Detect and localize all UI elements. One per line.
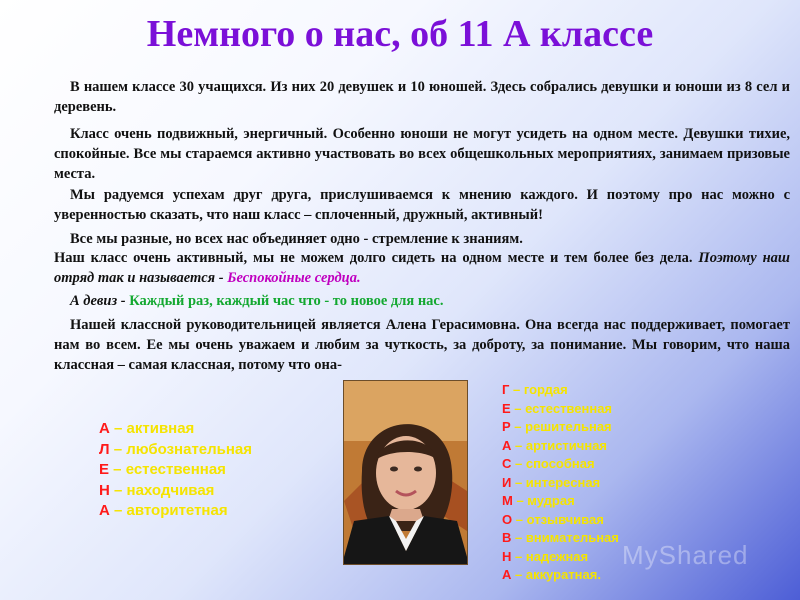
teacher-portrait-illustration <box>344 381 467 564</box>
acrostic-letter: М <box>502 493 513 508</box>
acrostic-word: – естественная <box>109 461 226 478</box>
acrostic-row <box>502 474 619 493</box>
watermark: MyShared <box>622 540 749 570</box>
acrostic-word: – гордая <box>509 382 568 397</box>
acrostic-letter: Р <box>502 419 511 434</box>
acrostic-letter: Е <box>99 461 110 478</box>
acrostic-letter: Н <box>502 548 512 564</box>
acrostic-word: – аккуратная. <box>511 567 601 582</box>
paragraph-class-team <box>54 248 790 288</box>
acrostic-word: – любознательная <box>109 440 253 458</box>
motto-label: А девиз - <box>70 293 126 309</box>
acrostic-row <box>502 548 619 567</box>
acrostic-letter: С <box>502 456 512 471</box>
acrostic-word: – активная <box>109 420 195 437</box>
acrostic-letter: Н <box>99 481 110 499</box>
acrostic-row <box>502 418 619 437</box>
acrostic-alena <box>99 419 252 522</box>
acrostic-letter: Г <box>502 382 510 397</box>
acrostic-letter: А <box>99 502 110 519</box>
acrostic-row <box>502 529 619 548</box>
acrostic-word: – естественная <box>510 400 613 416</box>
paragraph-class-energy: Класс очень подвижный, энергичный. Особенно юноши не могут усидеть на одном месте. Девушки тихие, спокойные. Все мы стараемся активно участвовать во всех общешкольных мероприятиях, занимаем призовые места. <box>54 126 790 182</box>
acrostic-word: – решительная <box>510 419 612 434</box>
team-description: Наш класс очень активный, мы не можем долго сидеть на одном месте и тем более без дела. <box>54 250 693 266</box>
acrostic-letter: О <box>502 511 513 527</box>
paragraph-motto <box>54 291 790 311</box>
acrostic-word: – интересная <box>511 474 601 490</box>
page-title: Немного о нас, об 11 А классе <box>146 13 654 55</box>
acrostic-letter: Л <box>99 440 110 458</box>
acrostic-letter: А <box>99 420 110 437</box>
acrostic-row <box>99 460 252 481</box>
acrostic-row <box>502 511 619 530</box>
acrostic-row <box>502 381 619 400</box>
acrostic-word: – находчивая <box>109 481 215 499</box>
acrostic-row <box>99 419 252 440</box>
acrostic-letter: Е <box>502 400 511 416</box>
acrostic-letter: А <box>502 567 512 582</box>
acrostic-row <box>502 400 619 419</box>
team-name: Беспокойные сердца. <box>227 270 361 286</box>
acrostic-word: – артистичная <box>511 437 608 453</box>
paragraph-class-unity: Мы радуемся успехам друг друга, прислушиваемся к мнению каждого. И поэтому про нас можно с уверенностью сказать, что наш класс – сплоченный, дружный, активный! <box>54 187 790 223</box>
acrostic-word: – надежная <box>511 548 589 564</box>
acrostic-row <box>99 481 252 502</box>
acrostic-gerasimovna <box>502 381 619 585</box>
acrostic-letter: И <box>502 474 512 490</box>
teacher-photo <box>343 380 468 565</box>
acrostic-word: – авторитетная <box>109 502 228 519</box>
acrostic-letter: В <box>502 530 512 545</box>
acrostic-word: – способная <box>511 456 595 471</box>
acrostic-word: – отзывчивая <box>512 511 604 527</box>
acrostic-letter: А <box>502 437 512 453</box>
paragraph-class-learning: Все мы разные, но всех нас объединяет одно - стремление к знаниям. <box>70 231 523 247</box>
motto-text: Каждый раз, каждый час что - то новое для нас. <box>129 293 444 309</box>
paragraph-teacher: Нашей классной руководительницей является Алена Герасимовна. Она всегда нас поддерживает, помогает нам во всем. Ее мы очень уважаем и любим за чуткость, за доброту, за понимание. Мы говорим, что наша классная – самая классная, потому что она- <box>54 317 790 373</box>
team-name-intro: Поэтому наш отряд так и называется - <box>54 250 790 286</box>
acrostic-row <box>502 455 619 474</box>
acrostic-word: – мудрая <box>512 493 575 508</box>
acrostic-row <box>502 437 619 456</box>
acrostic-row <box>502 492 619 511</box>
acrostic-row <box>99 440 252 461</box>
acrostic-word: – внимательная <box>511 530 619 545</box>
paragraph-class-size: В нашем классе 30 учащихся. Из них 20 девушек и 10 юношей. Здесь собрались девушки и юноши из 8 сел и деревень. <box>54 79 790 115</box>
acrostic-row <box>502 566 619 585</box>
acrostic-row <box>99 501 252 522</box>
